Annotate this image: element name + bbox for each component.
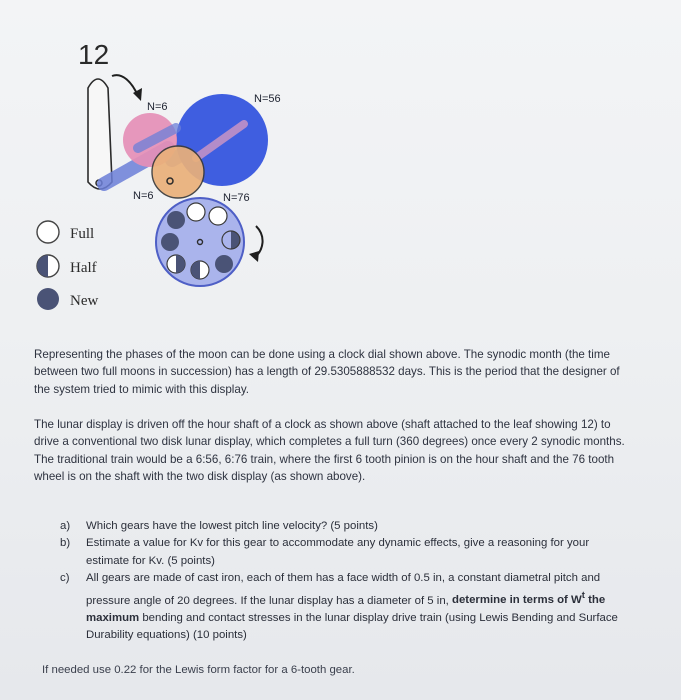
legend-half-label: Half — [70, 260, 97, 276]
question-text-after: bending and contact stresses in the lunar display drive train (using Lewis Bending and Surface Durability equations) (10 points) — [86, 611, 618, 642]
question-text: All gears are made of cast iron, each of them has a face width of 0.5 in, a constant diametral pitch and pressure angle of 20 degrees. If the lunar display has a diameter of 5 in, — [86, 572, 601, 607]
phase-disk-full — [187, 203, 205, 221]
question-marker: b) — [60, 537, 71, 550]
gear-pinion-6-bottom — [152, 146, 204, 198]
label-wheel-bottom: N=76 — [223, 192, 250, 204]
legend — [37, 221, 98, 310]
label-pinion-bottom: N=6 — [133, 190, 154, 202]
bold-superscript: t — [581, 590, 585, 602]
question-a — [60, 518, 630, 535]
lewis-factor-note: If needed use 0.22 for the Lewis form factor for a 6-tooth gear. — [42, 664, 355, 676]
phase-disk-new — [215, 255, 233, 273]
moon-phase-gear-diagram — [0, 0, 681, 330]
description-paragraph: The lunar display is driven off the hour shaft of a clock as shown above (shaft attached to the leaf showing 12) to drive a conventional two disk lunar display, which completes a full turn (360 degrees) once every 2 synodic months. The traditional train would be a 6:56, 6:76 train, where the first 6 tooth pinion is on the hour shaft and the 76 tooth wheel is on the shaft with the two disk display (as shown above). — [34, 417, 625, 484]
question-text: Which gears have the lowest pitch line velocity? (5 points) — [86, 520, 378, 532]
legend-new-label: New — [70, 293, 99, 309]
question-marker: a) — [60, 520, 71, 532]
question-c — [60, 570, 630, 644]
question-text: Estimate a value for Kv for this gear to accommodate any dynamic effects, give a reasoning for your estimate for Kv. (5 points) — [86, 537, 590, 567]
legend-half-fill — [37, 255, 48, 277]
question-b — [60, 535, 630, 570]
display-rotation-arrowhead-icon — [249, 251, 259, 262]
legend-new-icon — [37, 288, 59, 310]
label-pinion-top: N=6 — [147, 101, 168, 113]
question-list — [60, 518, 630, 645]
dial-number-12: 12 — [78, 39, 110, 70]
label-wheel-top: N=56 — [254, 93, 281, 105]
intro-paragraph: Representing the phases of the moon can be done using a clock dial shown above. The synodic month (the time between two full moons in succession) has a length of 29.5305888532 days. This is the period that the designer of the system tried to mimic with this display. — [34, 347, 620, 396]
phase-disk-new — [161, 233, 179, 251]
clock-hand-leaf — [88, 79, 112, 189]
phase-disk-full — [209, 207, 227, 225]
bold-part-1: determine in terms of W — [452, 594, 582, 607]
legend-full-label: Full — [70, 226, 95, 242]
legend-full-icon — [37, 221, 59, 243]
bold-part-2: the maximum — [86, 594, 606, 624]
question-marker: c) — [60, 572, 70, 585]
phase-disk-new — [167, 211, 185, 229]
